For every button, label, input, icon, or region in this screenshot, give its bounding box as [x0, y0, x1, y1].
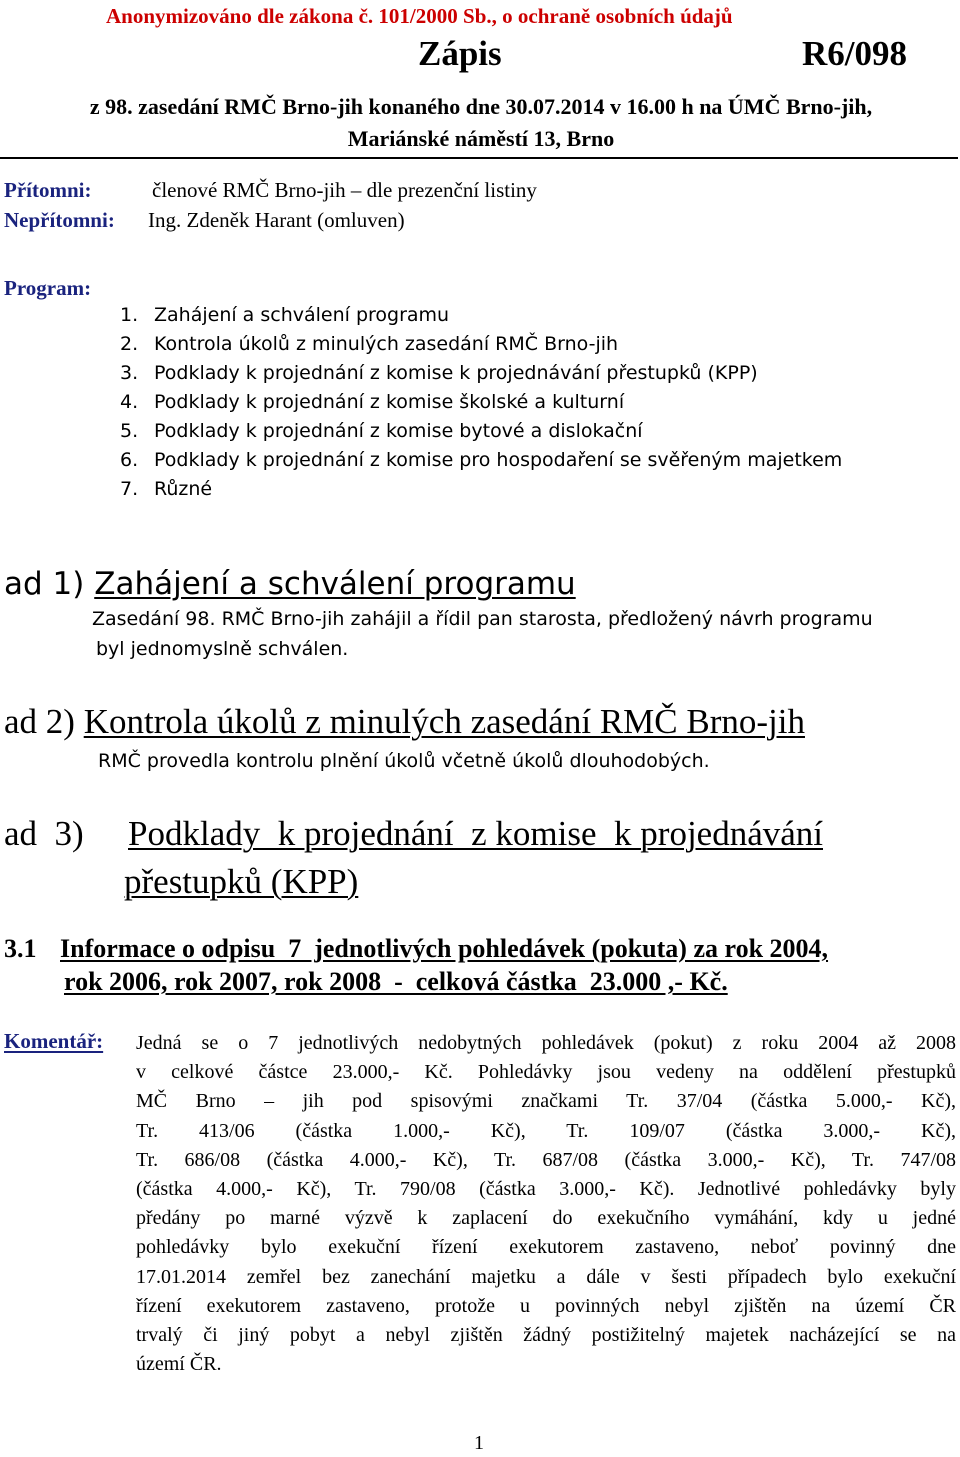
present-value: členové RMČ Brno-jih – dle prezenční listiny	[152, 178, 537, 202]
program-item: 4. Podklady k projednání z komise školské a kulturní	[120, 391, 625, 413]
ad1-text-line2: byl jednomyslně schválen.	[96, 638, 349, 660]
ad3-heading-line1: Podklady k projednání z komise k projednávání	[128, 814, 823, 853]
ad2-heading: ad 2) Kontrola úkolů z minulých zasedání RMČ Brno-jih	[4, 702, 805, 741]
anonymization-note: Anonymizováno dle zákona č. 101/2000 Sb., o ochraně osobních údajů	[106, 4, 733, 28]
comment-line: pohledávky bylo exekuční řízení exekutorem zastaveno, neboť povinný dne	[136, 1236, 956, 1259]
comment-line: řízení exekutorem zastaveno, protože u povinných nebyl zjištěn na území ČR	[136, 1294, 956, 1317]
program-item: 7. Různé	[120, 478, 213, 500]
meeting-subtitle-line1: z 98. zasedání RMČ Brno-jih konaného dne 30.07.2014 v 16.00 h na ÚMČ Brno-jih,	[89, 94, 873, 119]
document-code: R6/098	[802, 34, 907, 73]
document-title: Zápis	[418, 34, 502, 73]
program-label: Program:	[4, 276, 92, 300]
comment-body	[136, 1029, 956, 1379]
comment-line: území ČR.	[136, 1353, 222, 1376]
ad3-heading-line2: přestupků (KPP)	[124, 862, 359, 901]
item31-title-line1: Informace o odpisu 7 jednotlivých pohledávek (pokuta) za rok 2004,	[60, 934, 829, 963]
present-label: Přítomni:	[4, 178, 92, 202]
ad1-heading: ad 1) Zahájení a schválení programu	[4, 566, 576, 602]
comment-line: v celkové částce 23.000,- Kč. Pohledávky jsou vedeny na oddělení přestupků	[136, 1061, 956, 1084]
program-item: 5. Podklady k projednání z komise bytové a dislokační	[120, 420, 643, 442]
comment-line: trvalý či jiný pobyt a nebyl zjištěn žádný postižitelný majetek nacházející se na	[136, 1324, 956, 1347]
ad1-text-line1: Zasedání 98. RMČ Brno-jih zahájil a řídil pan starosta, předložený návrh programu	[92, 608, 873, 630]
absent-label: Nepřítomni:	[4, 208, 115, 232]
program-item: 6. Podklady k projednání z komise pro hospodaření se svěřeným majetkem	[120, 449, 843, 471]
page-number: 1	[474, 1432, 484, 1454]
comment-line: Jedná se o 7 jednotlivých nedobytných pohledávek (pokut) z roku 2004 až 2008	[136, 1032, 956, 1054]
program-item: 3. Podklady k projednání z komise k projednávání přestupků (KPP)	[120, 362, 758, 384]
meeting-subtitle-line2: Mariánské náměstí 13, Brno	[347, 126, 615, 151]
comment-line: 17.01.2014 zemřel bez zanechání majetku a dále v šesti případech bylo exekuční	[136, 1265, 956, 1288]
header-divider	[0, 157, 958, 159]
meeting-subtitle	[28, 94, 934, 152]
ad3-prefix: ad 3)	[4, 814, 84, 853]
program-item: 2. Kontrola úkolů z minulých zasedání RMČ Brno-jih	[120, 333, 619, 355]
comment-line: MČ Brno – jih pod spisovými značkami Tr. 37/04 (částka 5.000,- Kč),	[136, 1090, 956, 1113]
absent-value: Ing. Zdeněk Harant (omluven)	[148, 208, 405, 232]
program-item: 1. Zahájení a schválení programu	[120, 304, 450, 326]
program-list	[120, 304, 842, 507]
comment-line: Tr. 413/06 (částka 1.000,- Kč), Tr. 109/07 (částka 3.000,- Kč),	[136, 1119, 956, 1142]
ad2-text: RMČ provedla kontrolu plnění úkolů včetně úkolů dlouhodobých.	[98, 750, 710, 772]
comment-line: (částka 4.000,- Kč), Tr. 790/08 (částka 3.000,- Kč). Jednotlivé pohledávky byly	[136, 1178, 956, 1201]
comment-label: Komentář:	[4, 1029, 104, 1053]
item31-number: 3.1	[4, 934, 37, 963]
item31-title-line2: rok 2006, rok 2007, rok 2008 - celková částka 23.000 ,- Kč.	[64, 967, 728, 996]
comment-line: předány po marné výzvě k zaplacení do exekučního vymáhání, kdy u jedné	[136, 1207, 956, 1230]
comment-line: Tr. 686/08 (částka 4.000,- Kč), Tr. 687/08 (částka 3.000,- Kč), Tr. 747/08	[136, 1148, 956, 1171]
